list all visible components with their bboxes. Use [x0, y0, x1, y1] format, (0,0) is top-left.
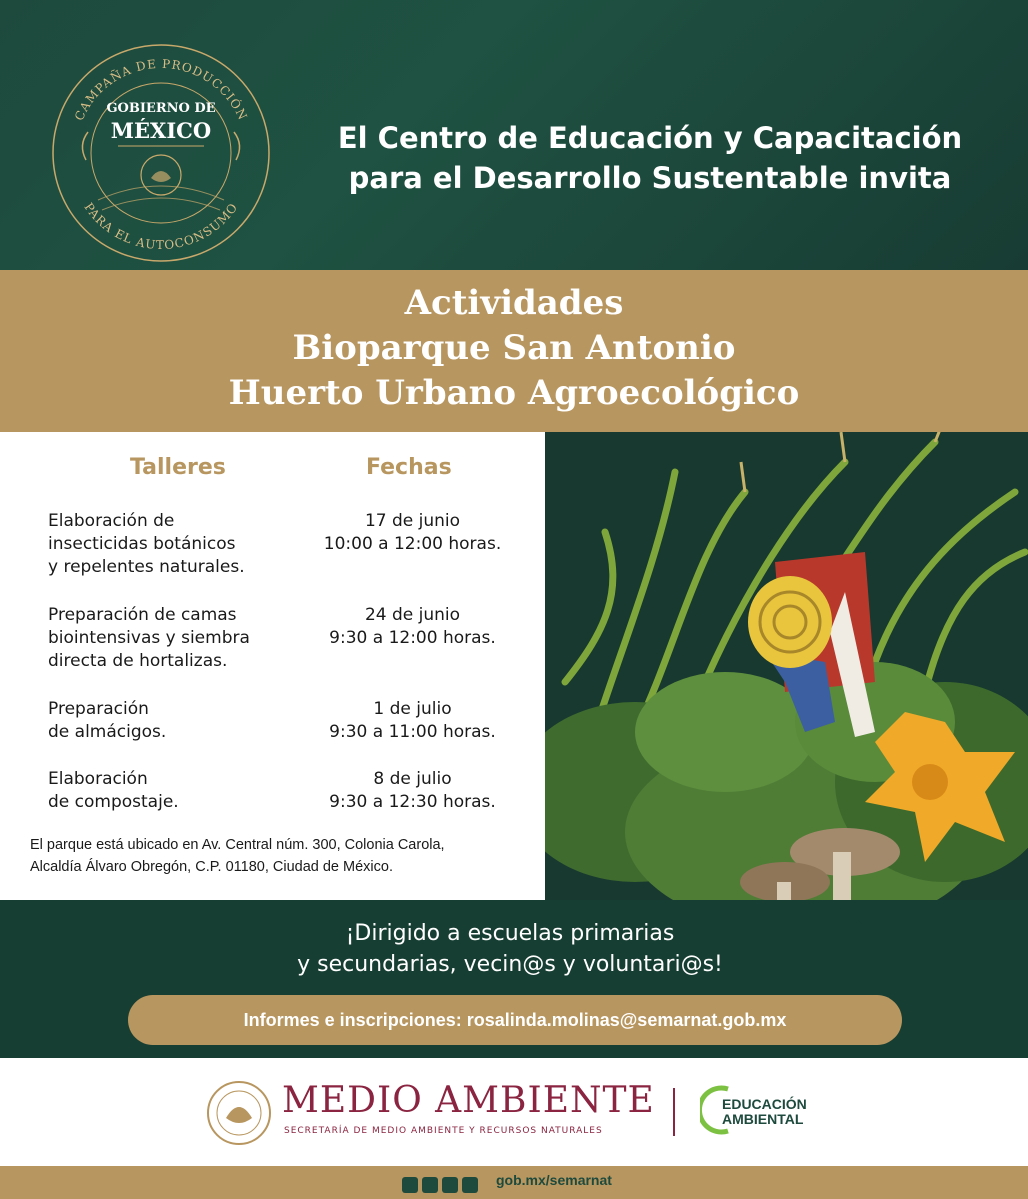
header-line1: El Centro de Educación y Capacitación [337, 121, 963, 155]
footer-title: MEDIO AMBIENTE [282, 1080, 655, 1121]
mexico-coat-of-arms-icon [206, 1080, 272, 1146]
header-line2: para el Desarrollo Sustentable invita [348, 161, 952, 195]
workshop-2-l3: directa de hortalizas. [48, 651, 228, 671]
date-3 [300, 698, 525, 744]
seal-bottom-arc: PARA EL AUTOCONSUMO [81, 200, 241, 253]
badge-line2: AMBIENTAL [722, 1111, 804, 1127]
youtube-icon[interactable] [462, 1177, 478, 1193]
workshop-3-l1: Preparación [48, 699, 149, 719]
col-header-dates: Fechas [366, 455, 452, 480]
workshop-1-l3: y repelentes naturales. [48, 557, 245, 577]
workshop-4-l1: Elaboración [48, 769, 148, 789]
workshop-3 [48, 698, 298, 744]
seal-line1: GOBIERNO DE [106, 101, 216, 116]
date-1-time: 10:00 a 12:00 horas. [323, 534, 502, 554]
workshop-2-l1: Preparación de camas [48, 605, 237, 625]
date-3-day: 1 de julio [373, 699, 452, 719]
workshop-1-l2: insecticidas botánicos [48, 534, 236, 554]
date-3-time: 9:30 a 11:00 horas. [329, 722, 496, 742]
workshop-2 [48, 604, 298, 673]
workshop-1-l1: Elaboración de [48, 511, 175, 531]
education-badge-text [722, 1097, 807, 1127]
audience-line1: ¡Dirigido a escuelas primarias [345, 921, 675, 946]
address-line2: Alcaldía Álvaro Obregón, C.P. 01180, Ciudad de México. [30, 859, 393, 875]
title-line3: Huerto Urbano Agroecológico [228, 373, 800, 413]
date-4 [300, 768, 525, 814]
audience-line2: y secundarias, vecin@s y voluntari@s! [297, 952, 723, 977]
park-address [30, 834, 540, 878]
title-line2: Bioparque San Antonio [292, 328, 736, 368]
contact-text[interactable]: Informes e inscripciones: rosalinda.molinas@semarnat.gob.mx [243, 1010, 787, 1030]
date-4-day: 8 de julio [373, 769, 452, 789]
col-header-workshops: Talleres [130, 455, 226, 480]
badge-line1: EDUCACIÓN [722, 1096, 807, 1112]
audience-text [150, 918, 870, 980]
workshop-2-l2: biointensivas y siembra [48, 628, 250, 648]
facebook-icon[interactable] [402, 1177, 418, 1193]
workshop-3-l2: de almácigos. [48, 722, 167, 742]
contact-pill[interactable] [128, 995, 902, 1045]
date-2-time: 9:30 a 12:00 horas. [329, 628, 496, 648]
campaign-seal [48, 40, 274, 266]
farmer-illustration [545, 432, 1028, 912]
date-1-day: 17 de junio [364, 511, 461, 531]
website-link[interactable]: gob.mx/semarnat [496, 1172, 612, 1188]
date-2 [300, 604, 525, 650]
date-4-time: 9:30 a 12:30 horas. [329, 792, 496, 812]
workshop-4 [48, 768, 298, 814]
date-1 [300, 510, 525, 556]
garden-illustration-svg [545, 432, 1028, 912]
seal-line2: MÉXICO [110, 118, 212, 143]
address-line1: El parque está ubicado en Av. Central núm. 300, Colonia Carola, [30, 837, 445, 853]
social-icons [402, 1174, 482, 1193]
workshop-1 [48, 510, 298, 579]
workshop-4-l2: de compostaje. [48, 792, 179, 812]
instagram-icon[interactable] [442, 1177, 458, 1193]
svg-text:PARA EL AUTOCONSUMO [81, 200, 240, 252]
footer-subtitle: SECRETARÍA DE MEDIO AMBIENTE Y RECURSOS NATURALES [284, 1126, 603, 1136]
header-invitation [300, 118, 1000, 198]
title-line1: Actividades [404, 283, 624, 323]
twitter-icon[interactable] [422, 1177, 438, 1193]
date-2-day: 24 de junio [364, 605, 461, 625]
title-band [0, 270, 1028, 432]
seal-top-arc: CAMPAÑA DE PRODUCCIÓN [71, 56, 251, 123]
footer-divider [673, 1088, 675, 1136]
